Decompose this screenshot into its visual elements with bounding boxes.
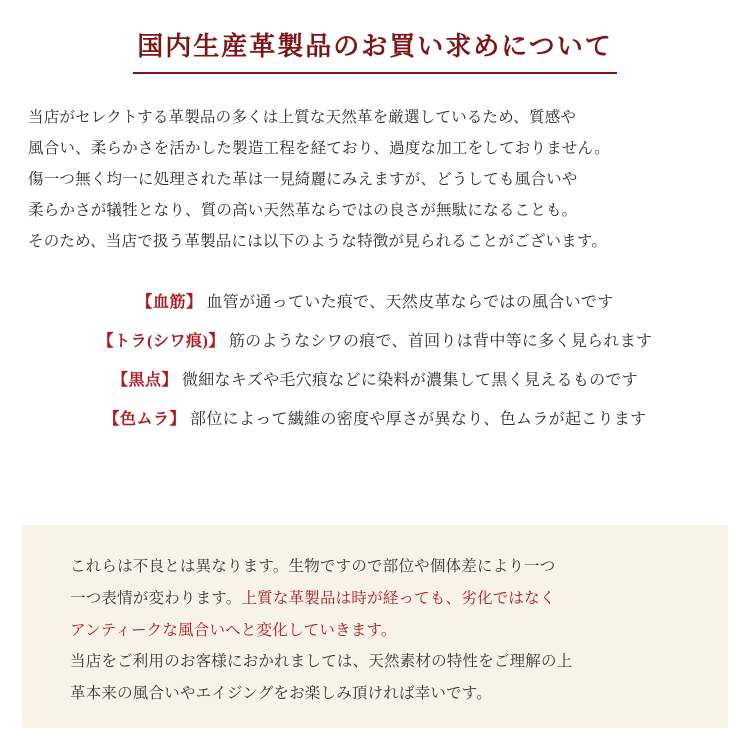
intro-line: 傷一つ無く均一に処理された革は一見綺麗にみえますが、どうしても風合いや [28,170,578,188]
list-item [18,400,732,439]
feature-description: 血管が通っていた痕で、天然皮革ならではの風合いです [206,293,614,311]
feature-tag: 【色ムラ】 [103,411,187,429]
feature-description: 微細なキズや毛穴痕などに染料が濃集して黒く見えるものです [181,372,639,390]
intro-line: 柔らかさが犠牲となり、質の高い天然革ならではの良さが無駄になることも。 [28,201,578,219]
note-text-plain: 一つ表情が変わります。 [70,589,242,607]
feature-list [18,283,732,440]
feature-tag: 【黒点】 [111,372,178,390]
feature-tag: 【血筋】 [136,293,203,311]
list-item [18,361,732,400]
intro-line: 風合い、柔らかさを活かした製造工程を経ており、過度な加工をしておりません。 [28,139,610,157]
feature-description: 筋のようなシワの痕で、首回りは背中等に多く見られます [228,332,653,350]
note-line: 当店をご利用のお客様におかれましては、天然素材の特性をご理解の上 [70,653,573,671]
intro-line: 当店がセレクトする革製品の多くは上質な天然革を厳選しているため、質感や [28,108,577,126]
page-title: 国内生産革製品のお買い求めについて [133,30,616,74]
list-item [18,322,732,361]
note-line: アンティークな風合いへと変化していきます。 [70,621,397,639]
intro-line: そのため、当店で扱う革製品には以下のような特徴が見られることがございます。 [28,232,608,250]
note-line: これらは不良とは異なります。生物ですので部位や個体差により一つ [70,558,556,575]
note-text-highlight: 上質な革製品は時が経っても、劣化ではなく [241,589,556,607]
intro-paragraph [28,102,722,257]
list-item [18,283,732,322]
note-line [54,583,696,615]
title-container [0,0,750,74]
note-panel [22,525,728,728]
note-line: 革本来の風合いやエイジングをお楽しみ頂ければ幸いです。 [70,685,492,703]
feature-description: 部位によって繊維の密度や厚さが異なり、色ムラが起こります [190,411,647,429]
feature-tag: 【トラ(シワ痕)】 [97,332,225,350]
